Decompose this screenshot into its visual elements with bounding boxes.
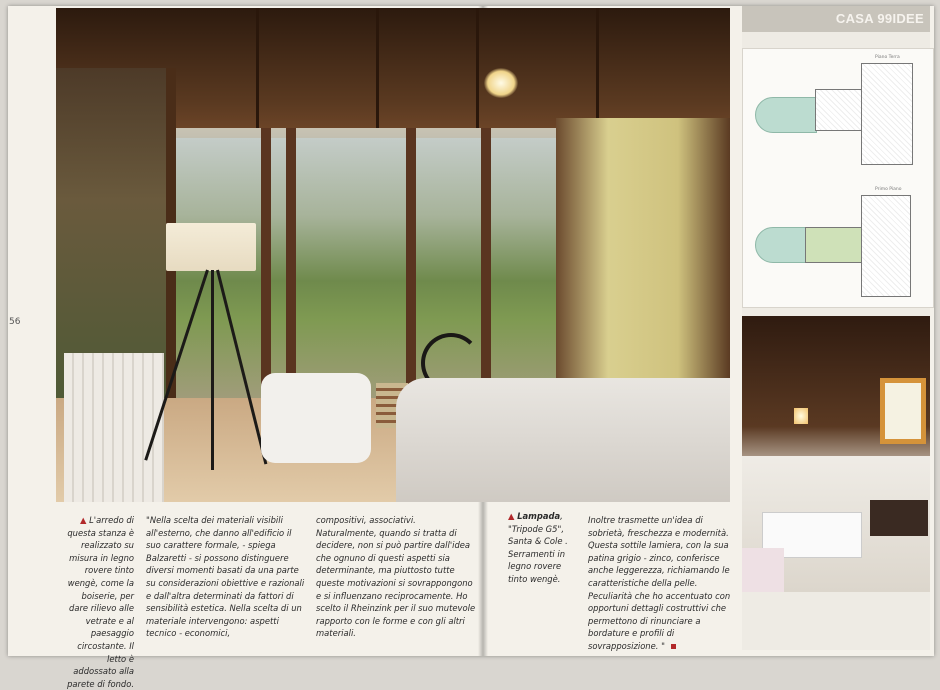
- floor-lamp: [166, 223, 256, 271]
- towel: [742, 548, 784, 592]
- plan-lower-garden: [805, 227, 867, 263]
- cabinet: [870, 500, 928, 536]
- plan-upper-main: [861, 63, 913, 165]
- middle-caption-text: , "Tripode G5", Santa & Cole . Serramenti in legno rovere tinto wengè.: [508, 511, 568, 584]
- pool-lower: [755, 227, 807, 263]
- middle-caption: [508, 510, 578, 586]
- bed: [396, 378, 730, 502]
- left-window: [56, 68, 176, 398]
- skylight-window: [880, 378, 926, 444]
- wall-sconce: [794, 408, 808, 424]
- caption-bold-word: Lampada: [517, 511, 561, 521]
- right-window-wall: [556, 118, 730, 418]
- section-header: [742, 6, 930, 32]
- body-column-3: [588, 514, 734, 653]
- caption-marker-icon: ▲: [79, 515, 87, 525]
- body-column-3-text: Inoltre trasmette un'idea di sobrietà, freschezza e modernità. Questa sottile lamiera, con la sua patina grigio - zinco, conferisce anche leggerezza, richiamando le caratteristiche della pelle. Peculiarità che ho accentuato con opportuni dettagli costruttivi che permettono di rinunciare a bordature e profili di sovrapposizione. ": [588, 515, 731, 651]
- end-square-icon: [671, 644, 676, 649]
- left-caption-text: L'arredo di questa stanza è realizzato su misura in legno rovere tinto wengè, come la boiserie, per dare rilievo alle vetrate e al paesaggio circostante. Il letto è addossato alla parete di fondo.: [67, 515, 134, 689]
- plan-lower-main: [861, 195, 911, 297]
- plan-label-upper: Piano Terra: [875, 55, 900, 60]
- section-title: CASA 99IDEE: [835, 11, 924, 26]
- body-column-1: "Nella scelta dei materiali visibili all'esterno, che danno all'edificio il suo carattere formale, - spiega Balzaretti - si possono distinguere diversi momenti basati da una parte su considerazioni obiettive e razionali e dall'altra determinati da fattori di sensibilità estetica. Nella scelta di un materiale intervengono: aspetti tecnico - economici,: [146, 515, 305, 639]
- body-column-2: compositivi, associativi. Naturalmente, quando si tratta di decidere, non si può partire dall'idea che ognuno di questi aspetti sia determinante, ma piuttosto tutte queste motivazioni si sovrappongono e si influenzano reciprocamente. Ho scelto il Rheinzink per il suo mutevole rapporto con le forme e con gli altri materiali.: [316, 515, 476, 639]
- ceiling-light: [484, 68, 518, 98]
- left-caption: [62, 514, 134, 690]
- armchair: [261, 373, 371, 463]
- floor-plans: [742, 48, 934, 308]
- page-number: 56: [9, 317, 21, 327]
- pool-upper: [755, 97, 817, 133]
- radiator: [64, 353, 164, 502]
- bathroom-photo: [742, 316, 930, 592]
- plan-label-lower: Primo Piano: [875, 187, 902, 192]
- bedroom-photo: [56, 8, 730, 502]
- caption-marker-icon: ▲: [508, 511, 515, 521]
